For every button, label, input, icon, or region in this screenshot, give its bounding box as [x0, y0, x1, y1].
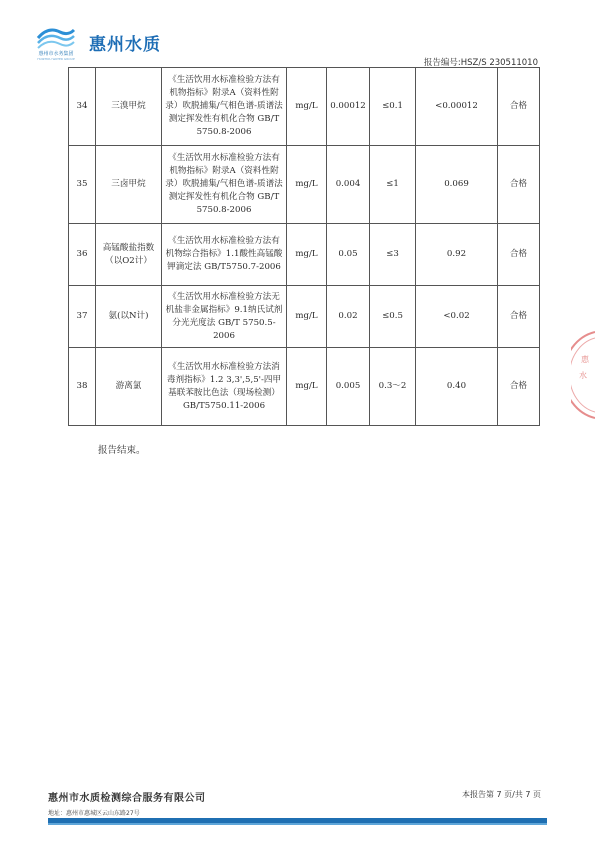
row-number-cell: 36	[69, 224, 96, 286]
standard-limit-cell: ≤1	[370, 146, 416, 224]
standard-limit-cell: ≤0.1	[370, 68, 416, 146]
results-table	[68, 67, 540, 426]
unit-cell: mg/L	[287, 68, 327, 146]
detection-limit-cell: 0.004	[327, 146, 370, 224]
unit-cell: mg/L	[287, 286, 327, 348]
evaluation-cell: 合格	[498, 68, 540, 146]
test-item-cell: 游离氯	[96, 348, 162, 426]
unit-cell: mg/L	[287, 224, 327, 286]
footer-bar-accent	[48, 823, 547, 825]
evaluation-cell: 合格	[498, 146, 540, 224]
test-result-cell: 0.40	[416, 348, 498, 426]
seal-stamp-icon	[571, 330, 595, 420]
svg-text:惠: 惠	[581, 355, 589, 364]
test-method-cell: 《生活饮用水标准检验方法无机盐非金属指标》9.1纳氏试剂分光光度法 GB/T 5750.5-2006	[162, 286, 287, 348]
unit-cell: mg/L	[287, 348, 327, 426]
test-item-cell: 三卤甲烷	[96, 146, 162, 224]
detection-limit-cell: 0.00012	[327, 68, 370, 146]
row-number-cell: 38	[69, 348, 96, 426]
test-item-cell: 三溴甲烷	[96, 68, 162, 146]
footer-company-name: 惠州市水质检测综合服务有限公司	[48, 793, 206, 804]
test-item-cell: 高锰酸盐指数（以O2计）	[96, 224, 162, 286]
test-method-cell: 《生活饮用水标准检验方法有机物综合指标》1.1酸性高锰酸钾滴定法 GB/T5750.7-2006	[162, 224, 287, 286]
footer-address: 地址：惠州市惠城区云山东路27号	[48, 810, 140, 817]
test-item-cell: 氨(以N计)	[96, 286, 162, 348]
logo-caption: 惠州市水务集团	[38, 51, 74, 57]
test-result-cell: <0.02	[416, 286, 498, 348]
evaluation-cell: 合格	[498, 286, 540, 348]
unit-cell: mg/L	[287, 146, 327, 224]
svg-text:水: 水	[579, 371, 587, 380]
footer-page-number: 本报告第 7 页/共 7 页	[461, 790, 541, 799]
test-result-cell: 0.92	[416, 224, 498, 286]
table-row	[69, 146, 540, 224]
row-number-cell: 37	[69, 286, 96, 348]
test-method-cell: 《生活饮用水标准检验方法消毒剂指标》1.2 3,3',5,5'-四甲基联苯胺比色法（现场检测） GB/T5750.11-2006	[162, 348, 287, 426]
test-result-cell: 0.069	[416, 146, 498, 224]
test-method-cell: 《生活饮用水标准检验方法有机物指标》附录A（资料性附录）吹脱捕集/气相色谱-质谱法测定挥发性有机化合物 GB/T 5750.8-2006	[162, 146, 287, 224]
report-number: 报告编号:HSZ/S 230511010	[423, 58, 538, 68]
test-method-cell: 《生活饮用水标准检验方法有机物指标》附录A（资料性附录）吹脱捕集/气相色谱-质谱法测定挥发性有机化合物 GB/T 5750.8-2006	[162, 68, 287, 146]
test-result-cell: <0.00012	[416, 68, 498, 146]
table-row	[69, 286, 540, 348]
detection-limit-cell: 0.02	[327, 286, 370, 348]
evaluation-cell: 合格	[498, 348, 540, 426]
brand-title: 惠州水质	[89, 35, 161, 55]
table-row	[69, 348, 540, 426]
table-row	[69, 224, 540, 286]
standard-limit-cell: ≤0.5	[370, 286, 416, 348]
logo-subcaption: HUIZHOU WATER GROUP	[37, 57, 75, 61]
report-end-text: 报告结束。	[98, 445, 146, 456]
row-number-cell: 34	[69, 68, 96, 146]
standard-limit-cell: 0.3～2	[370, 348, 416, 426]
standard-limit-cell: ≤3	[370, 224, 416, 286]
page-header	[0, 0, 595, 70]
evaluation-cell: 合格	[498, 224, 540, 286]
detection-limit-cell: 0.05	[327, 224, 370, 286]
table-row	[69, 68, 540, 146]
row-number-cell: 35	[69, 146, 96, 224]
detection-limit-cell: 0.005	[327, 348, 370, 426]
